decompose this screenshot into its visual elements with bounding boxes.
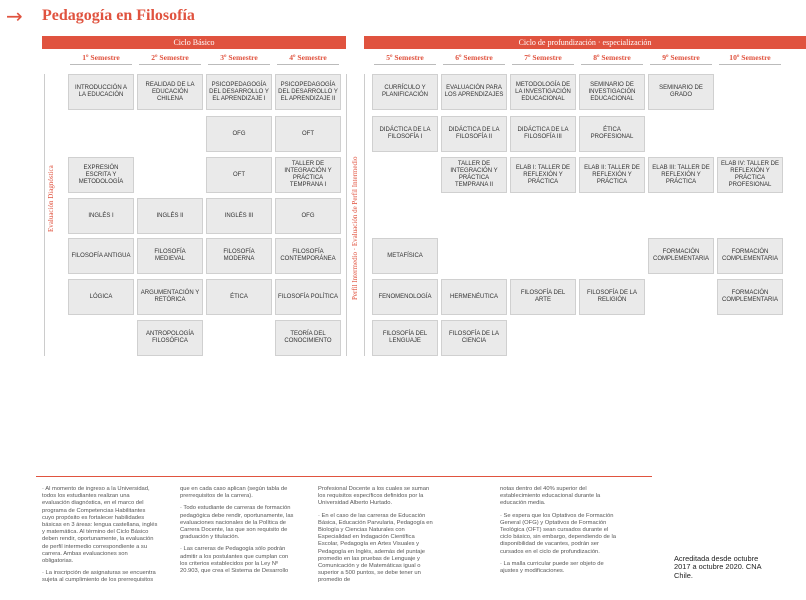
course-cell: INGLÉS II [137, 198, 203, 234]
notes-column-2 [180, 486, 296, 580]
course-cell: INTRODUCCIÓN A LA EDUCACIÓN [68, 74, 134, 110]
course-cell: TALLER DE INTEGRACIÓN Y PRÁCTICA TEMPRANA I [275, 157, 341, 193]
course-cell: OFT [206, 157, 272, 193]
accreditation-note: Acreditada desde octubre 2017 a octubre 2020. CNA Chile. [674, 554, 762, 580]
course-cell: FILOSOFÍA CONTEMPORÁNEA [275, 238, 341, 274]
semester-underline [70, 64, 132, 65]
course-cell: FENOMENOLOGÍA [372, 279, 438, 315]
semester-underline [139, 64, 201, 65]
notes-divider [36, 476, 652, 477]
note-paragraph: notas dentro del 40% superior del establecimiento educacional durante la educación media. [500, 486, 601, 507]
notes-column-3 [318, 486, 434, 590]
course-cell: ÉTICA [206, 279, 272, 315]
note-paragraph: · Se espera que los Optativos de Formación General (OFG) y Optativos de Formación Teológica (OFT) sean cursados durante el ciclo básico, sin embargo, dependiendo de la disponibilidad de vacantes, podrán ser cursados en el ciclo de profundización. [500, 512, 617, 555]
course-cell: OFG [206, 116, 272, 152]
course-cell: ARGUMENTACIÓN Y RETÓRICA [137, 279, 203, 315]
semester-header: 2º Semestre [151, 53, 189, 62]
diagnostic-label: Evaluación Diagnóstica [47, 165, 55, 232]
course-cell: EXPRESIÓN ESCRITA Y METODOLOGÍA [68, 157, 134, 193]
semester-header: 9º Semestre [662, 53, 700, 62]
note-paragraph: · Al momento de ingreso a la Universidad, todos los estudiantes realizan una evaluación diagnóstica, en el marco del programa de Competencias Habilitantes cuyo propósito es fortalecer habilidades básicas en 3 áreas: lengua castellana, inglés y matemática. Al término del Ciclo Básico deben rendir, oportunamente, la evaluación de perfil intermedio correspondiente a su carrera. Ambas evaluaciones son obligatorias. [42, 486, 158, 565]
course-cell: OFG [275, 198, 341, 234]
semester-underline [512, 64, 574, 65]
page-title: Pedagogía en Filosofía [42, 7, 195, 24]
note-paragraph: · En el caso de las carreras de Educación Básica, Educación Parvularia, Pedagogía en Biología y Ciencias Naturales con Especialidad en Indagación Científica Escolar, Pedagogía en Artes Visuales y Pedagogía en Inglés, además del puntaje promedio en las pruebas de Lenguaje y Comunicación y de Matemáticas igual o superior a 500 puntos, se debe tener un promedio de [318, 512, 433, 584]
semester-header: 5º Semestre [386, 53, 424, 62]
course-cell: INGLÉS III [206, 198, 272, 234]
course-cell: EVALUACIÓN PARA LOS APRENDIZAJES [441, 74, 507, 110]
course-cell: SEMINARIO DE GRADO [648, 74, 714, 110]
course-cell: FILOSOFÍA DEL ARTE [510, 279, 576, 315]
course-cell: METODOLOGÍA DE LA INVESTIGACIÓN EDUCACIONAL [510, 74, 576, 110]
course-cell: DIDÁCTICA DE LA FILOSOFÍA II [441, 116, 507, 152]
course-cell: CURRÍCULO Y PLANIFICACIÓN [372, 74, 438, 110]
note-paragraph: · Todo estudiante de carreras de formación pedagógica debe rendir, oportunamente, las evaluaciones nacionales de la Política de Carrera Docente, las que son requisito de graduación y titulación. [180, 505, 294, 541]
note-paragraph: que en cada caso aplican (según tabla de prerrequisitos de la carrera). [180, 486, 288, 500]
course-cell: ELAB III: TALLER DE REFLEXIÓN Y PRÁCTICA [648, 157, 714, 193]
arrow-right-icon: → [6, 4, 23, 28]
course-cell: FILOSOFÍA ANTIGUA [68, 238, 134, 274]
semester-underline [277, 64, 339, 65]
course-cell: ÉTICA PROFESIONAL [579, 116, 645, 152]
course-cell: HERMENÉUTICA [441, 279, 507, 315]
note-paragraph: Profesional Docente a los cuales se suman los requisitos específicos definidos por la Universidad Alberto Hurtado. [318, 486, 430, 507]
semester-underline [581, 64, 643, 65]
course-cell: FILOSOFÍA DE LA CIENCIA [441, 320, 507, 356]
course-cell: PSICOPEDAGOGÍA DEL DESARROLLO Y EL APRENDIZAJE I [206, 74, 272, 110]
note-paragraph: · La malla curricular puede ser objeto de ajustes y modificaciones. [500, 560, 604, 575]
notes-column-4 [500, 486, 616, 580]
semester-header: 8º Semestre [593, 53, 631, 62]
course-cell: FILOSOFÍA MODERNA [206, 238, 272, 274]
course-cell: TEORÍA DEL CONOCIMIENTO [275, 320, 341, 356]
semester-header: 7º Semestre [524, 53, 562, 62]
course-cell: ANTROPOLOGÍA FILOSÓFICA [137, 320, 203, 356]
course-cell: INGLÉS I [68, 198, 134, 234]
course-cell: ELAB II: TALLER DE REFLEXIÓN Y PRÁCTICA [579, 157, 645, 193]
semester-underline [443, 64, 505, 65]
course-cell: FILOSOFÍA MEDIEVAL [137, 238, 203, 274]
cycle-basic-bar: Ciclo Básico [42, 36, 346, 49]
course-cell: OFT [275, 116, 341, 152]
course-cell: PSICOPEDAGOGÍA DEL DESARROLLO Y EL APRENDIZAJE II [275, 74, 341, 110]
semester-header: 3º Semestre [220, 53, 258, 62]
course-cell: FORMACIÓN COMPLEMENTARIA [648, 238, 714, 274]
semester-header: 1º Semestre [82, 53, 120, 62]
course-cell: ELAB IV: TALLER DE REFLEXIÓN Y PRÁCTICA PROFESIONAL [717, 157, 783, 193]
course-cell: REALIDAD DE LA EDUCACIÓN CHILENA [137, 74, 203, 110]
semester-underline [650, 64, 712, 65]
diagnostic-divider [44, 74, 45, 356]
course-cell: ELAB I: TALLER DE REFLEXIÓN Y PRÁCTICA [510, 157, 576, 193]
course-cell: METAFÍSICA [372, 238, 438, 274]
course-cell: LÓGICA [68, 279, 134, 315]
semester-header: 10º Semestre [729, 53, 771, 62]
course-cell: FILOSOFÍA POLÍTICA [275, 279, 341, 315]
note-paragraph: · Las carreras de Pedagogía sólo podrán admitir a los postulantes que cumplan con los criterios establecidos por la Ley Nº 20.903, que crea el Sistema de Desarrollo [180, 546, 289, 575]
semester-underline [374, 64, 436, 65]
intermediate-divider-right [364, 74, 365, 356]
intermediate-label: Perfil Intermedio · Evaluación de Perfil Intermedio [351, 156, 359, 300]
course-cell: FORMACIÓN COMPLEMENTARIA [717, 238, 783, 274]
semester-underline [208, 64, 270, 65]
note-paragraph: · La inscripción de asignaturas se encuentra sujeta al cumplimiento de los prerrequisitos [42, 570, 156, 584]
notes-column-1 [42, 486, 158, 590]
course-cell: TALLER DE INTEGRACIÓN Y PRÁCTICA TEMPRANA II [441, 157, 507, 193]
course-cell: FILOSOFÍA DEL LENGUAJE [372, 320, 438, 356]
course-cell: FILOSOFÍA DE LA RELIGIÓN [579, 279, 645, 315]
semester-header: 6º Semestre [455, 53, 493, 62]
course-cell: DIDÁCTICA DE LA FILOSOFÍA I [372, 116, 438, 152]
course-cell: DIDÁCTICA DE LA FILOSOFÍA III [510, 116, 576, 152]
cycle-deep-bar: Ciclo de profundización · especialización [364, 36, 806, 49]
intermediate-divider-left [346, 74, 347, 356]
course-cell: SEMINARIO DE INVESTIGACIÓN EDUCACIONAL [579, 74, 645, 110]
semester-underline [719, 64, 781, 65]
semester-header: 4º Semestre [289, 53, 327, 62]
course-cell: FORMACIÓN COMPLEMENTARIA [717, 279, 783, 315]
